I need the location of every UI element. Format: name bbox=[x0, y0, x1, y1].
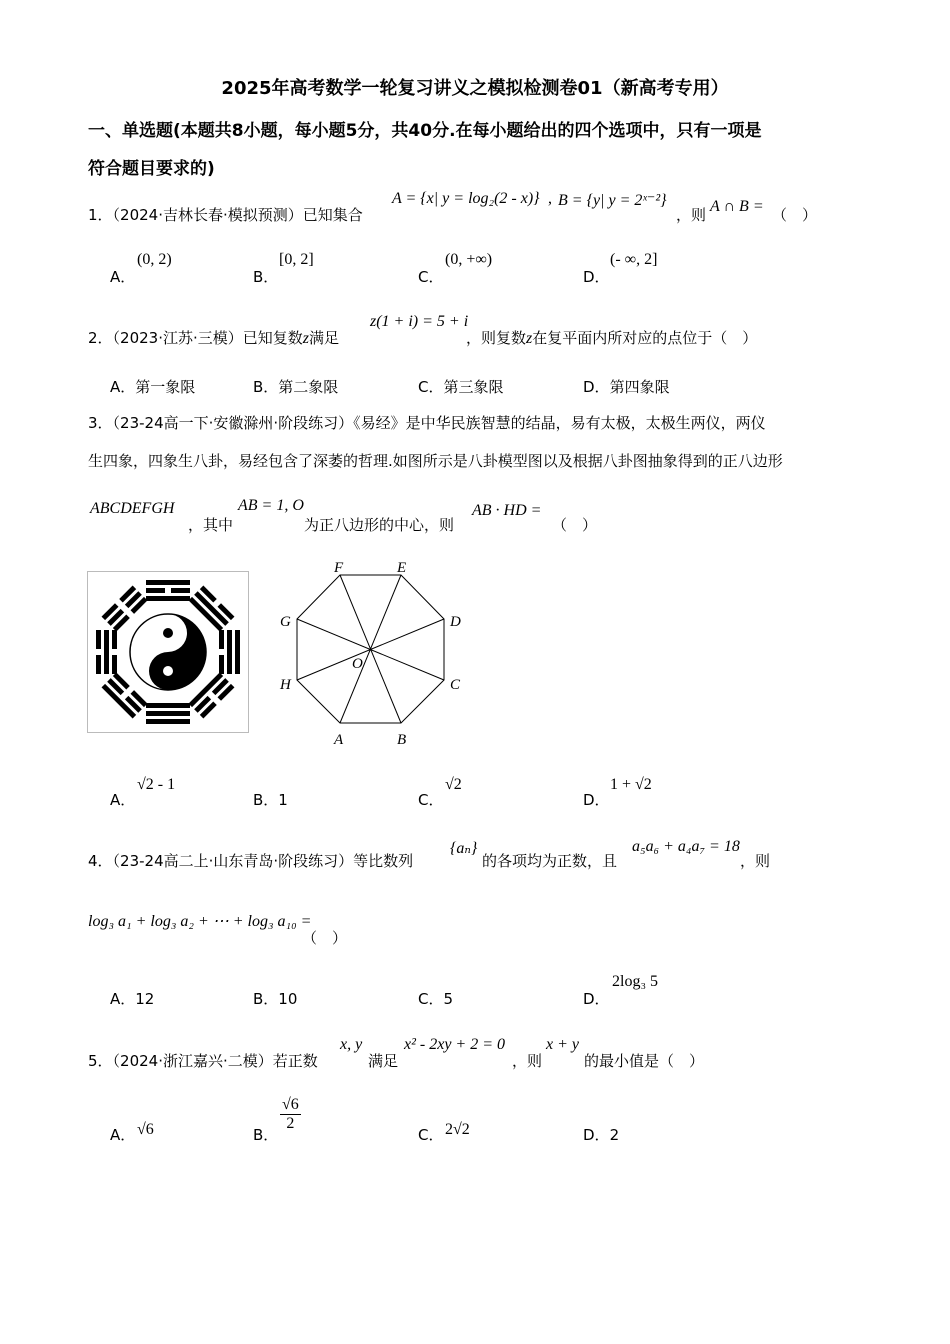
option-c[interactable]: C．5 bbox=[418, 990, 454, 1008]
bagua-image bbox=[87, 571, 249, 733]
sequence-condition: a₅a₆ + a₄a₇ = 18 bbox=[632, 838, 740, 855]
question-number: 4． bbox=[88, 852, 113, 870]
center-label-o: O bbox=[352, 656, 363, 672]
option-c[interactable]: C． bbox=[418, 268, 444, 286]
vertex-label-g: G bbox=[280, 614, 291, 630]
option-a-value: (0, 2) bbox=[137, 251, 172, 268]
option-b[interactable]: B． bbox=[253, 1126, 279, 1144]
question-source: （23-24高二上·山东青岛·阶段练习） bbox=[112, 852, 354, 870]
option-a-value: √6 bbox=[137, 1121, 154, 1138]
option-b[interactable]: B．1 bbox=[253, 791, 288, 809]
question-source: （2024·吉林长春·模拟预测） bbox=[112, 206, 303, 224]
vertex-label-h: H bbox=[280, 677, 291, 693]
question-text: 已知集合 bbox=[302, 206, 363, 224]
question-3-text2: 为正八边形的中心，则 bbox=[304, 516, 455, 534]
question-2-tail: ，则复数z在复平面内所对应的点位于（ ） bbox=[466, 329, 758, 347]
answer-paren: （ ） bbox=[552, 516, 598, 534]
option-c-value: (0, +∞) bbox=[445, 251, 493, 268]
set-separator: , bbox=[548, 190, 552, 207]
section-heading-line1: 一、单选题(本题共8小题，每小题5分，共40分.在每小题给出的四个选项中，只有一项是 bbox=[88, 121, 762, 141]
set-a-formula: A = {x| y = log₂(2 - x)} bbox=[392, 190, 540, 207]
vertex-label-e: E bbox=[397, 560, 407, 576]
option-d-value: 2log₃ 5 bbox=[612, 973, 659, 990]
question-3-line2: 生四象，四象生八卦，易经包含了深萎的哲理.如图所示是八卦模型图以及根据八卦图抽象得到的正八边形 bbox=[88, 452, 783, 470]
question-2-stem: 2．（2023·江苏·三模）已知复数z满足 bbox=[88, 329, 340, 347]
option-b[interactable]: B．第二象限 bbox=[253, 378, 339, 396]
option-d[interactable]: D． bbox=[583, 990, 610, 1008]
option-b-value: [0, 2] bbox=[279, 251, 314, 268]
complex-equation: z(1 + i) = 5 + i bbox=[370, 313, 469, 330]
question-source: （2023·江苏·三模） bbox=[112, 329, 243, 347]
option-a[interactable]: A．12 bbox=[110, 990, 155, 1008]
page-title: 2025年高考数学一轮复习讲义之模拟检测卷01（新高考专用） bbox=[221, 78, 729, 99]
question-3-text: ，其中 bbox=[188, 516, 234, 534]
option-c-value: √2 bbox=[445, 776, 462, 793]
option-a[interactable]: A． bbox=[110, 791, 136, 809]
question-5-text2: 满足 bbox=[368, 1052, 399, 1070]
question-number: 5． bbox=[88, 1052, 113, 1070]
question-4-stem: 4．（23-24高二上·山东青岛·阶段练习）等比数列 bbox=[88, 852, 414, 870]
question-5-text3: ，则 bbox=[512, 1052, 543, 1070]
question-number: 3． bbox=[88, 414, 113, 432]
octagon-diagram bbox=[270, 556, 470, 752]
option-a[interactable]: A．第一象限 bbox=[110, 378, 196, 396]
question-source: （2024·浙江嘉兴·二模） bbox=[112, 1052, 273, 1070]
option-a[interactable]: A． bbox=[110, 268, 136, 286]
option-d[interactable]: D． bbox=[583, 268, 610, 286]
question-5-stem: 5．（2024·浙江嘉兴·二模）若正数 bbox=[88, 1052, 318, 1070]
vertex-label-a: A bbox=[334, 732, 344, 748]
option-b-value: $\frac{√6}{2}$ bbox=[282, 1096, 299, 1132]
sequence-notation: {aₙ} bbox=[450, 840, 478, 857]
vertex-label-b: B bbox=[397, 732, 407, 748]
set-b-formula: B = {y| y = 2ˣ⁻²} bbox=[558, 192, 667, 209]
question-5-tail: 的最小值是（ ） bbox=[584, 1052, 705, 1070]
option-c[interactable]: C． bbox=[418, 1126, 444, 1144]
option-c-value: 2√2 bbox=[445, 1121, 470, 1138]
question-1-stem bbox=[88, 204, 363, 225]
option-c[interactable]: C． bbox=[418, 791, 444, 809]
option-a-value: √2 - 1 bbox=[137, 776, 176, 793]
log-sum-expression: log₃ a₁ + log₃ a₂ + ⋯ + log₃ a₁₀ = bbox=[88, 913, 312, 930]
target-expression: x + y bbox=[546, 1036, 579, 1053]
given-condition: AB = 1, O bbox=[238, 497, 304, 514]
option-d-value: (- ∞, 2] bbox=[610, 251, 658, 268]
section-heading-line2: 符合题目要求的) bbox=[88, 159, 215, 179]
answer-paren: （ ） bbox=[302, 929, 348, 947]
vertex-label-f: F bbox=[334, 560, 344, 576]
question-4-text3: ，则 bbox=[740, 852, 771, 870]
dot-product-expression: AB · HD = bbox=[472, 502, 542, 519]
question-number: 2． bbox=[88, 329, 113, 347]
constraint-equation: x² - 2xy + 2 = 0 bbox=[404, 1036, 506, 1053]
question-text-then: ，则 bbox=[676, 206, 707, 224]
answer-paren: （ ） bbox=[772, 206, 818, 224]
intersection-expression: A ∩ B = bbox=[710, 198, 764, 215]
question-4-text2: 的各项均为正数，且 bbox=[482, 852, 618, 870]
option-b[interactable]: B． bbox=[253, 268, 279, 286]
option-a[interactable]: A． bbox=[110, 1126, 136, 1144]
question-3-line1: 3．（23-24高一下·安徽滁州·阶段练习）《易经》是中华民族智慧的结晶，易有太极，太极生两仪，两仪 bbox=[88, 414, 766, 432]
option-d[interactable]: D．2 bbox=[583, 1126, 620, 1144]
question-number: 1． bbox=[88, 206, 113, 224]
variables: x, y bbox=[340, 1036, 363, 1053]
option-d[interactable]: D．第四象限 bbox=[583, 378, 670, 396]
octagon-name: ABCDEFGH bbox=[90, 500, 175, 517]
option-d-value: 1 + √2 bbox=[610, 776, 652, 793]
option-b[interactable]: B．10 bbox=[253, 990, 298, 1008]
option-c[interactable]: C．第三象限 bbox=[418, 378, 504, 396]
vertex-label-d: D bbox=[450, 614, 461, 630]
option-d[interactable]: D． bbox=[583, 791, 610, 809]
vertex-label-c: C bbox=[450, 677, 461, 693]
